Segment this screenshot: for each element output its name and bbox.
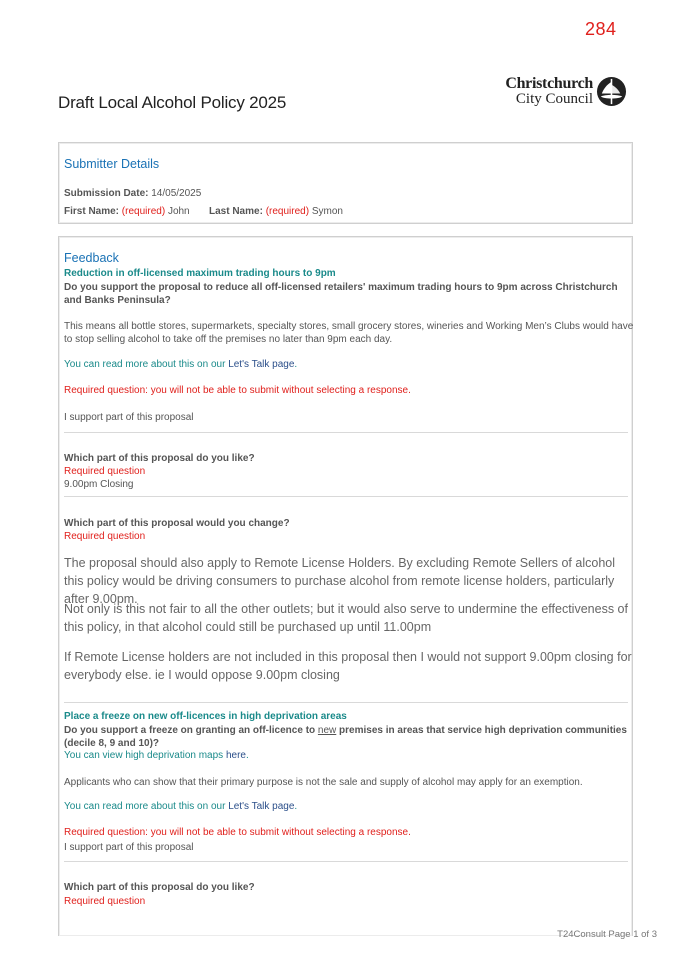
q2-read-more-suffix: . [294, 801, 298, 812]
q1-required-note: Required question: you will not be able to submit without selecting a response. [64, 385, 411, 396]
q2-lets-talk-link[interactable]: Let's Talk page [228, 801, 295, 812]
q2-description: Applicants who can show that their primary purpose is not the sale and supply of alcohol may apply for an exemption. [64, 777, 583, 788]
submission-date-row [64, 188, 201, 199]
last-name-label: Last Name: [209, 206, 263, 217]
q1-answer: I support part of this proposal [64, 412, 194, 423]
q2-question-underlined: new [317, 725, 337, 736]
q2-maps-text: You can view high deprivation maps [64, 750, 226, 761]
q2-question-part2: premises in areas that service high deprivation communities (decile 8, 9 and 10)? [64, 725, 627, 749]
first-name-label: First Name: [64, 206, 120, 217]
divider [64, 496, 628, 497]
divider [64, 432, 628, 433]
logo-text-line2: City Council [515, 91, 593, 107]
first-name-required: (required) [121, 206, 166, 217]
last-name-value: Symon [311, 206, 343, 217]
q1-change-required: Required question [64, 531, 146, 542]
q2-read-more [64, 801, 297, 812]
submission-date-value: 14/05/2025 [151, 188, 202, 199]
q2-like-required: Required question [64, 896, 146, 907]
q1-like-answer: 9.00pm Closing [64, 479, 134, 490]
q1-like-required: Required question [64, 466, 146, 477]
q2-question [64, 724, 634, 750]
document-title: Draft Local Alcohol Policy 2025 [58, 93, 287, 112]
submitter-details-panel [58, 142, 633, 224]
q1-read-more-suffix: . [294, 359, 298, 370]
footer-page-label: Page 1 of 3 [608, 929, 657, 940]
q1-change-paragraph-3: If Remote License holders are not included in this proposal then I would not support 9.00pm closing for everybody else. ie I would oppose 9.00pm closing [64, 650, 632, 682]
page-footer [557, 929, 657, 940]
divider [64, 861, 628, 862]
q2-answer: I support part of this proposal [64, 842, 194, 853]
divider [64, 702, 628, 703]
q2-maps-suffix: . [245, 750, 249, 761]
q2-like-question: Which part of this proposal do you like? [64, 882, 255, 893]
page-number: 284 [585, 19, 617, 39]
footer-brand: T24Consult [557, 929, 606, 940]
submission-date-label: Submission Date: [64, 188, 149, 199]
q1-change-paragraph-2: Not only is this not fair to all the other outlets; but it would also serve to undermine the effectiveness of this policy, in that alcohol could still be purchased up until 11.00pm [64, 602, 628, 634]
q1-read-more [64, 359, 297, 370]
q2-required-note: Required question: you will not be able to submit without selecting a response. [64, 827, 411, 838]
q1-change-question: Which part of this proposal would you change? [64, 518, 290, 529]
q1-change-paragraph-1: The proposal should also apply to Remote License Holders. By excluding Remote Sellers of alcohol this policy would be driving consumers to purchase alcohol from remote license holders, particularly after 9.00pm. [64, 556, 615, 606]
q1-description: This means all bottle stores, supermarkets, specialty stores, small grocery stores, wineries and Working Men’s Clubs would have to stop selling alcohol to take off the premises no later than 9pm each day. [64, 321, 634, 345]
q2-question-part1: Do you support a freeze on granting an off-licence to [64, 725, 318, 736]
first-name-row [64, 206, 190, 217]
q1-lets-talk-link[interactable]: Let's Talk page [228, 359, 295, 370]
q1-title: Reduction in off-licensed maximum trading hours to 9pm [64, 268, 336, 279]
logo-text-line1: Christchurch [505, 75, 593, 92]
q2-read-more-text: You can read more about this on our [64, 801, 229, 812]
last-name-required: (required) [265, 206, 310, 217]
last-name-row [209, 206, 343, 217]
first-name-value: John [167, 206, 190, 217]
feedback-panel [58, 236, 633, 936]
council-emblem-icon [596, 76, 627, 107]
submitter-heading: Submitter Details [64, 157, 160, 171]
q2-maps-link[interactable]: here [225, 750, 246, 761]
q1-question: Do you support the proposal to reduce all off-licensed retailers' maximum trading hours to 9pm across Christchurch and Banks Peninsula? [64, 282, 618, 306]
q1-read-more-text: You can read more about this on our [64, 359, 229, 370]
q2-title: Place a freeze on new off-licences in high deprivation areas [64, 711, 347, 722]
feedback-heading: Feedback [64, 251, 119, 265]
q1-like-question: Which part of this proposal do you like? [64, 453, 255, 464]
council-logo [500, 75, 630, 109]
q2-maps-note [64, 750, 249, 761]
